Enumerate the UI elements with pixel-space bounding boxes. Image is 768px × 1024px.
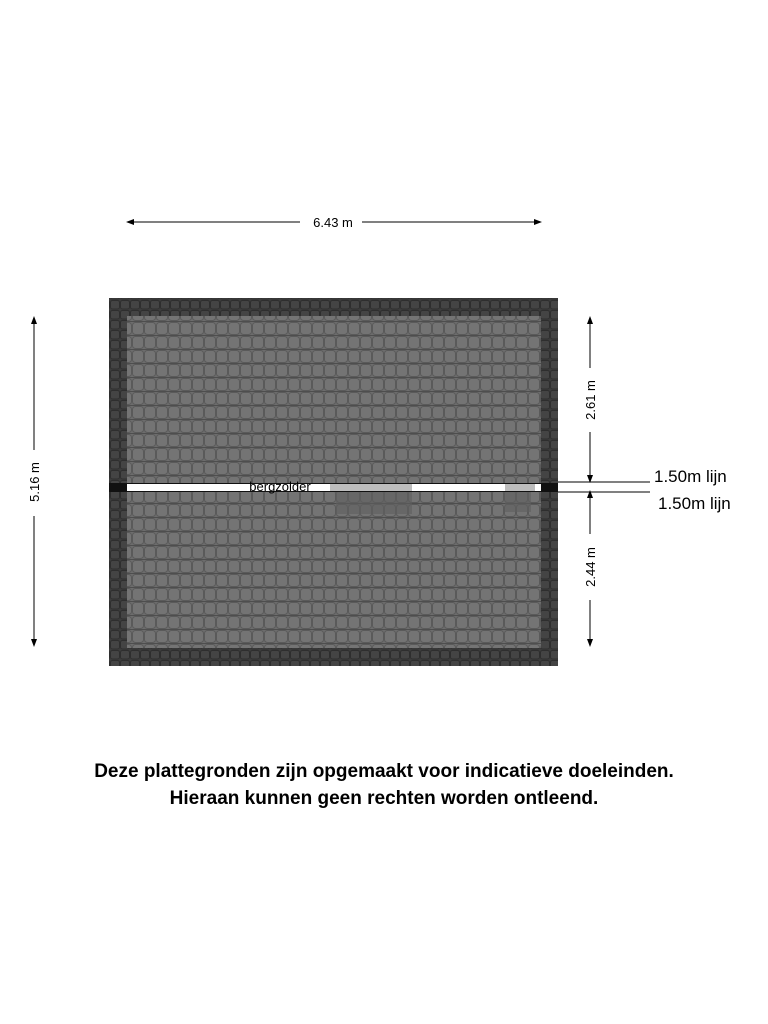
upper-dimension (583, 316, 598, 483)
arrow-down-icon (587, 639, 593, 647)
room-label: bergzolder (249, 479, 311, 494)
arrow-right-icon (534, 219, 542, 225)
lijn-upper-label: 1.50m lijn (654, 467, 727, 486)
arrow-up-icon (31, 316, 37, 324)
lower-dimension (583, 490, 598, 647)
arrow-up-icon (587, 490, 593, 498)
width-label: 6.43 m (313, 215, 353, 230)
width-dimension (126, 215, 542, 230)
arrow-left-icon (126, 219, 134, 225)
height-dimension (27, 316, 42, 647)
arrow-up-icon (587, 316, 593, 324)
disclaimer-line-1: Deze plattegronden zijn opgemaakt voor indicatieve doeleinden. (94, 761, 674, 782)
lijn-lower-label: 1.50m lijn (658, 494, 731, 513)
arrow-down-icon (31, 639, 37, 647)
disclaimer-line-2: Hieraan kunnen geen rechten worden ontleend. (169, 788, 599, 809)
roof-tiles (127, 316, 541, 648)
lijn-leaders (558, 482, 650, 492)
lower-dim-label: 2.44 m (583, 547, 598, 587)
height-label: 5.16 m (27, 462, 42, 502)
upper-dim-label: 2.61 m (583, 380, 598, 420)
